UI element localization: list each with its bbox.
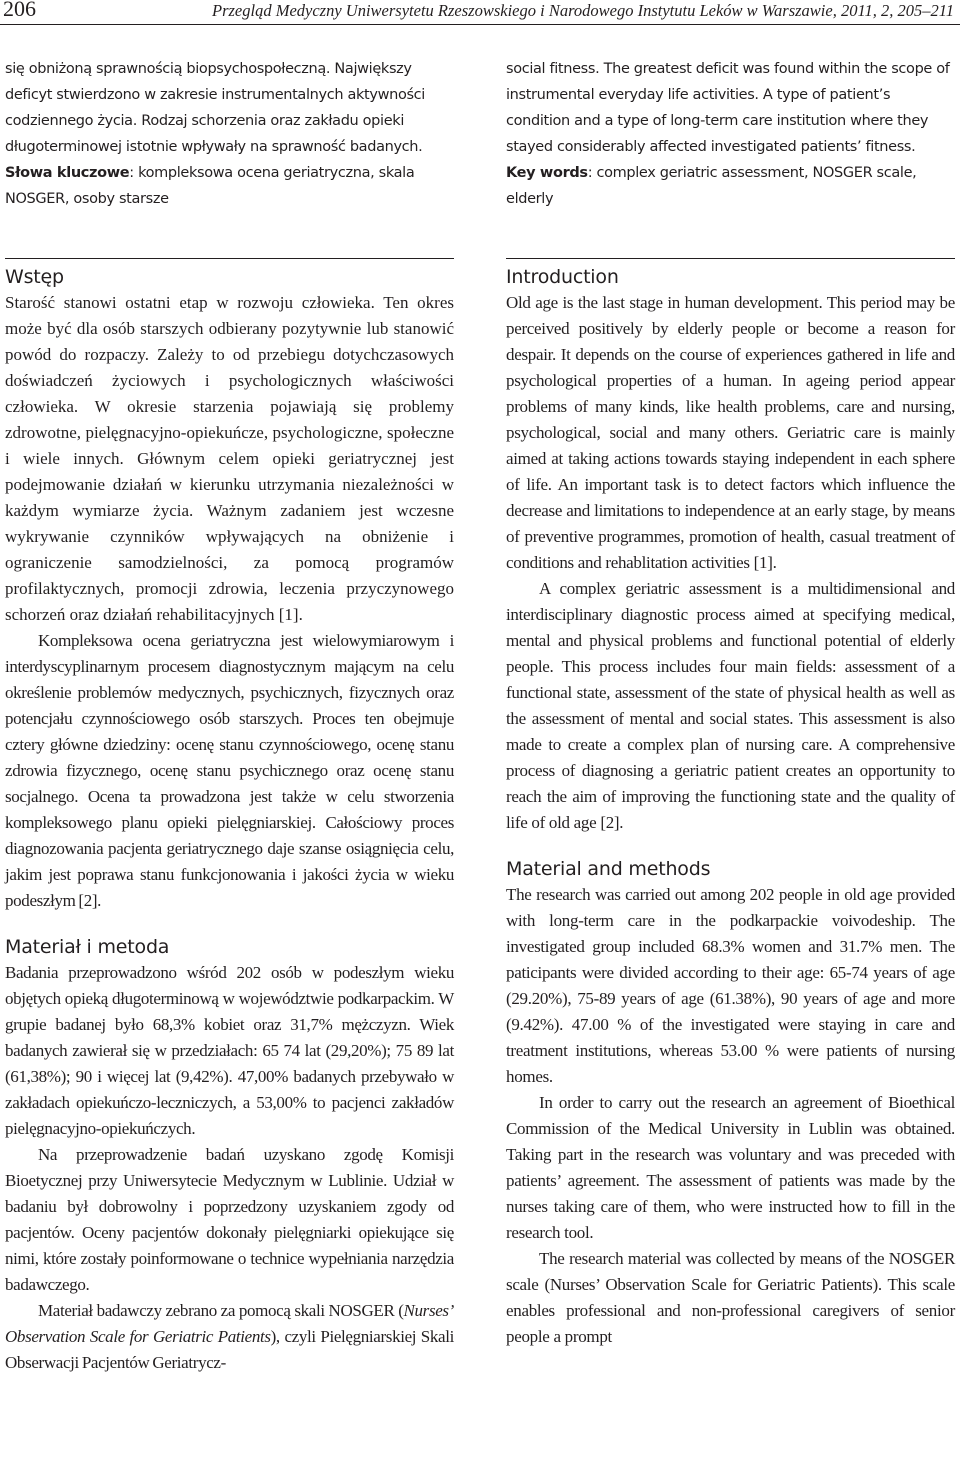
body-column-polish bbox=[5, 264, 454, 1376]
keywords-text: : complex geriatric assessment, NOSGER scale, elderly bbox=[506, 165, 917, 207]
header-rule bbox=[0, 24, 960, 25]
paragraph bbox=[5, 1298, 454, 1376]
text-run: Materiał badawczy zebrano za pomocą skali NOSGER ( bbox=[38, 1301, 404, 1320]
section-heading-methods: Material and methods bbox=[506, 858, 711, 880]
paragraph: In order to carry out the research an agreement of Bioethical Commission of the Medical University in Lublin was obtained. Taking part in the research was voluntary and was preceded with patients’ agreement. The assessment of patients was made by the nurses taking care of them, who were instructed how to fill in the research tool. bbox=[506, 1093, 955, 1242]
section-heading-methods: Materiał i metoda bbox=[5, 936, 170, 958]
scale-name-italic: Nurses’ Observation Scale for Geriatric Patients bbox=[5, 1301, 454, 1346]
paragraph: Badania przeprowadzono wśród 202 osób w podeszłym wieku objętych opieką długoterminową w województwie podkarpackim. W grupie badanej było 68,3% kobiet oraz 31,7% mężczyzn. Wiek badanych zawierał się w przedziałach: 65 74 lat (29,20%); 75 89 lat (61,38%); 90 i więcej lat (9,42%). 47,00% badanych przebywało w zakładach opiekuńczo-leczniczych, a 53,00% to pacjenci zakładów pielęgnacyjno-opiekuńczych. bbox=[5, 963, 454, 1138]
abstract-english bbox=[506, 56, 955, 212]
section-rule-left bbox=[5, 258, 454, 259]
body-column-english bbox=[506, 264, 955, 1350]
keywords-text: : kompleksowa ocena geriatryczna, skala NOSGER, osoby starsze bbox=[5, 165, 415, 207]
paragraph: Na przeprowadzenie badań uzyskano zgodę Komisji Bioetycznej przy Uniwersytecie Medycznym w Lublinie. Udział w badaniu był dobrowolny i poprzedzony uzyskaniem zgody od pacjentów. Oceny pacjentów dokonały pielęgniarki opiekujące się nimi, które zostały poinformowane o technice wypełniania narzędzia badawczego. bbox=[5, 1145, 454, 1294]
abstract-polish-text: się obniżoną sprawnością biopsychospołeczną. Największy deficyt stwierdzono w zakresie instrumentalnych aktywności codziennego życia. Rodzaj schorzenia oraz zakładu opieki długoterminowej istotnie wpływały na sprawność badanych. bbox=[5, 61, 425, 155]
keywords-label: Key words bbox=[506, 165, 588, 181]
paragraph: The research was carried out among 202 people in old age provided with long-term care in the podkarpackie voivodeship. The investigated group included 68.3% women and 31.7% men. The paticipants were divided according to their age: 65-74 years of age (29.20%), 75-89 years of age (61.38%), 90 years of age and more (9.42%). 47.00 % of the investigated were staying in care and treatment institutions, whereas 53.00 % were patients of nursing homes. bbox=[506, 885, 955, 1086]
abstract-english-text: social fitness. The greatest deficit was found within the scope of instrumental everyday life activities. A type of patient’s condition and a type of long-term care institution where they stayed considerably affected investigated patients’ fitness. bbox=[506, 61, 950, 155]
paragraph: Kompleksowa ocena geriatryczna jest wielowymiarowym i interdyscyplinarnym procesem diagnostycznym mającym na celu określenie problemów medycznych, psychicznych, fizycznych oraz potencjału czynnościowego osób starszych. Proces ten obejmuje cztery główne dziedziny: ocenę stanu czynnościowego, ocenę stanu zdrowia fizycznego, ocenę stanu psychicznego oraz ocenę stanu socjalnego. Ocena ta prowadzona jest także w celu stworzenia kompleksowego planu opieki pielęgniarskiej. Całościowy proces diagnozowania pacjenta geriatrycznego daje szanse osiągnięcia celu, jakim jest poprawa stanu funkcjonowania i jakości życia w wieku podeszłym [2]. bbox=[5, 631, 454, 910]
page-number: 206 bbox=[3, 0, 36, 21]
section-heading-introduction: Wstęp bbox=[5, 266, 64, 288]
paragraph: Starość stanowi ostatni etap w rozwoju człowieka. Ten okres może być dla osób starszych odbierany pozytywnie lub stanowić powód do rozpaczy. Zależy to od przebiegu dotychczasowych doświadczeń życiowych i psychologicznych właściwości człowieka. W okresie starzenia pojawiają się problemy zdrowotne, pielęgnacyjno-opiekuńcze, psychologiczne, społeczne i wiele innych. Głównym celem opieki geriatrycznej jest podejmowanie działań w kierunku utrzymania niezależności w każdym wymiarze życia. Ważnym zadaniem jest wczesne wykrywanie czynników wpływających na obniżenie i ograniczenie samodzielności, za pomocą programów profilaktycznych, promocji zdrowia, leczenia przyczynowego schorzeń oraz działań rehabilitacyjnych [1]. bbox=[5, 293, 454, 624]
keywords-label: Słowa kluczowe bbox=[5, 165, 130, 181]
page-header bbox=[0, 0, 960, 24]
section-rule-right bbox=[506, 258, 955, 259]
journal-running-title: Przegląd Medyczny Uniwersytetu Rzeszowskiego i Narodowego Instytutu Leków w Warszawie, 2011, 2, 205–211 bbox=[212, 1, 954, 20]
paragraph: The research material was collected by means of the NOSGER scale (Nurses’ Observation Scale for Geriatric Patients). This scale enables professional and non-professional caregivers of senior people a prompt bbox=[506, 1249, 955, 1346]
paragraph: A complex geriatric assessment is a multidimensional and interdisciplinary diagnostic process aimed at specifying medical, mental and physical problems and functional potential of elderly people. This process includes four main fields: assessment of a functional state, assessment of the state of physical health as well as the assessment of mental and social states. This assessment is also made to create a complex plan of nursing care. A comprehensive process of diagnosing a geriatric patient creates an opportunity to reach the aim of improving the functioning state and the quality of life of old age [2]. bbox=[506, 579, 955, 832]
abstract-polish bbox=[5, 56, 454, 212]
section-heading-introduction: Introduction bbox=[506, 266, 619, 288]
abstract-english-keywords bbox=[506, 160, 955, 212]
text-run: ), czyli Pielęgniarskiej Skali Obserwacji Pacjentów Geriatrycz- bbox=[5, 1327, 454, 1372]
paragraph: Old age is the last stage in human development. This period may be perceived positively by elderly people or become a reason for despair. It depends on the course of experiences gathered in life and psychological properties of a human. In ageing period appear problems of many kinds, like health problems, care and nursing, psychological, social and many others. Geriatric care is mainly aimed at taking actions towards staying independent in each sphere of life. An important task is to detect factors which influence the decrease and limitations to independence at an early stage, by means of preventive programmes, promotion of health, casual treatment of conditions and rehablitation activities [1]. bbox=[506, 293, 955, 572]
abstract-polish-keywords bbox=[5, 160, 454, 212]
